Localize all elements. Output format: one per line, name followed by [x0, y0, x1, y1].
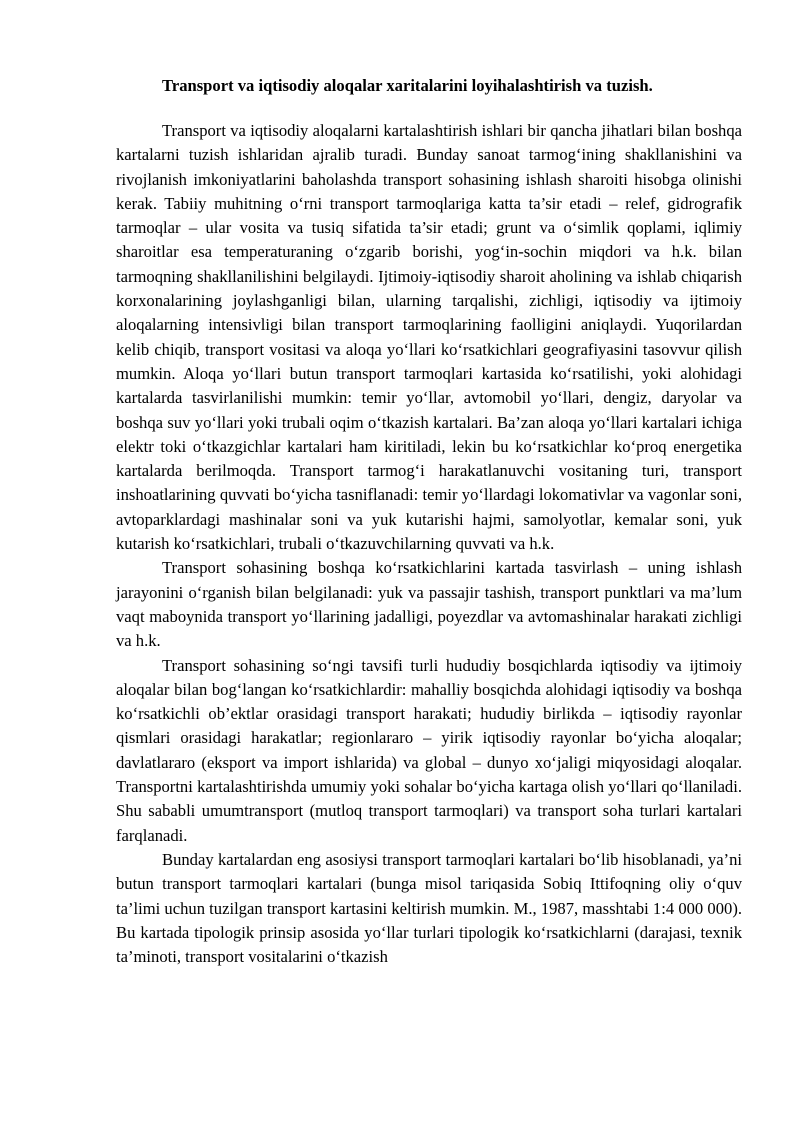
paragraph: Bunday kartalardan eng asosiysi transport tarmoqlari kartalari bo‘lib hisoblanadi, ya’ni butun transport tarmoqlari kartalari (bunga misol tariqasida Sobiq Ittifoqning oliy o‘quv ta’limi uchun tuzilgan transport kartasini keltirish mumkin. M., 1987, masshtabi 1:4 000 000). Bu kartada tipologik prinsip asosida yo‘llar turlari tipologik ko‘rsatkichlarni (darajasi, texnik ta’minoti, transport vositalarini o‘tkazish [116, 849, 742, 967]
document-title: Transport va iqtisodiy aloqalar xaritalarini loyihalashtirish va tuzish. [162, 76, 653, 95]
paragraph: Transport sohasining so‘ngi tavsifi turli hududiy bosqichlarda iqtisodiy va ijtimoiy aloqalar bilan bog‘langan ko‘rsatkichlardir: mahalliy bosqichda alohidagi iqtisodiy va boshqa ko‘rsatkichli ob’ektlar orasidagi transport harakati; hududiy birlikda – iqtisodiy rayonlar qismlari orasidagi harakatlar; regionlararo – yirik iqtisodiy rayonlar bo‘yicha aloqalar; davlatlararo (eksport va import ishlarida) va global – dunyo xo‘jaligi miqyosidagi aloqalar. Transportni kartalashtirishda umumiy yoki sohalar bo‘yicha kartaga olish yo‘llari qo‘llaniladi. Shu sababli umumtransport (mutloq transport tarmoqlari) va transport soha turlari kartalari farqlanadi. [116, 655, 742, 845]
paragraph: Transport sohasining boshqa ko‘rsatkichlarini kartada tasvirlash – uning ishlash jarayonini o‘rganish bilan belgilanadi: yuk va passajir tashish, transport punktlari va ma’lum vaqt maboynida transport yo‘llarining jadalligi, poyezdlar va avtomashinalar harakati zichligi va h.k. [116, 558, 742, 651]
paragraph: Transport va iqtisodiy aloqalarni kartalashtirish ishlari bir qancha jihatlari bilan boshqa kartalarni tuzish ishlaridan ajralib turadi. Bunday sanoat tarmog‘ining shakllanishini va rivojlanish imkoniyatlarini baholashda transport sohasining ishlash sharoiti hisobga olinishi kerak. Tabiiy muhitning o‘rni transport tarmoqlariga katta ta’sir etadi – relef, gidrografik tarmoqlar – ular vosita va tusiq sifatida ta’sir etadi; grunt va o‘simlik qoplami, iqlimiy sharoitlar esa temperaturaning o‘zgarib borishi, yog‘in-sochin miqdori va h.k. bilan tarmoqning shakllanilishini belgilaydi. Ijtimoiy-iqtisodiy sharoit aholining va ishlab chiqarish korxonalarining joylashganligi bilan, ularning tarqalishi, zichligi, iqtisodiy va ijtimoiy aloqalarning intensivligi bilan transport tarmoqlarining faolligini aniqlaydi. Yuqorilardan kelib chiqib, transport vositasi va aloqa yo‘llari ko‘rsatkichlari geografiyasini tasovvur qilish mumkin. Aloqa yo‘llari butun transport tarmoqlari kartasida ko‘rsatilishi, yoki alohidagi kartalarda tasvirlanilishi mumkin: temir yo‘llar, avtomobil yo‘llari, dengiz, daryolar va boshqa suv yo‘llari yoki trubali oqim o‘tkazish kartalari. Ba’zan aloqa yo‘llari kartalari ichiga elektr toki o‘tkazgichlar kartalari ham kiritiladi, lekin bu ko‘rsatkichlar ko‘proq energetika kartalarda berilmoqda. Transport tarmog‘i harakatlanuvchi vositaning turi, transport inshoatlarining quvvati bo‘yicha tasniflanadi: temir yo‘llardagi lokomativlar va vagonlar soni, avtoparklardagi mashinalar soni va yuk kutarishi hajmi, samolyotlar, kemalar soni, yuk kutarish ko‘rsatkichlari, trubali o‘tkazuvchilarning quvvati va h.k. [116, 121, 742, 554]
document-body [116, 73, 742, 969]
